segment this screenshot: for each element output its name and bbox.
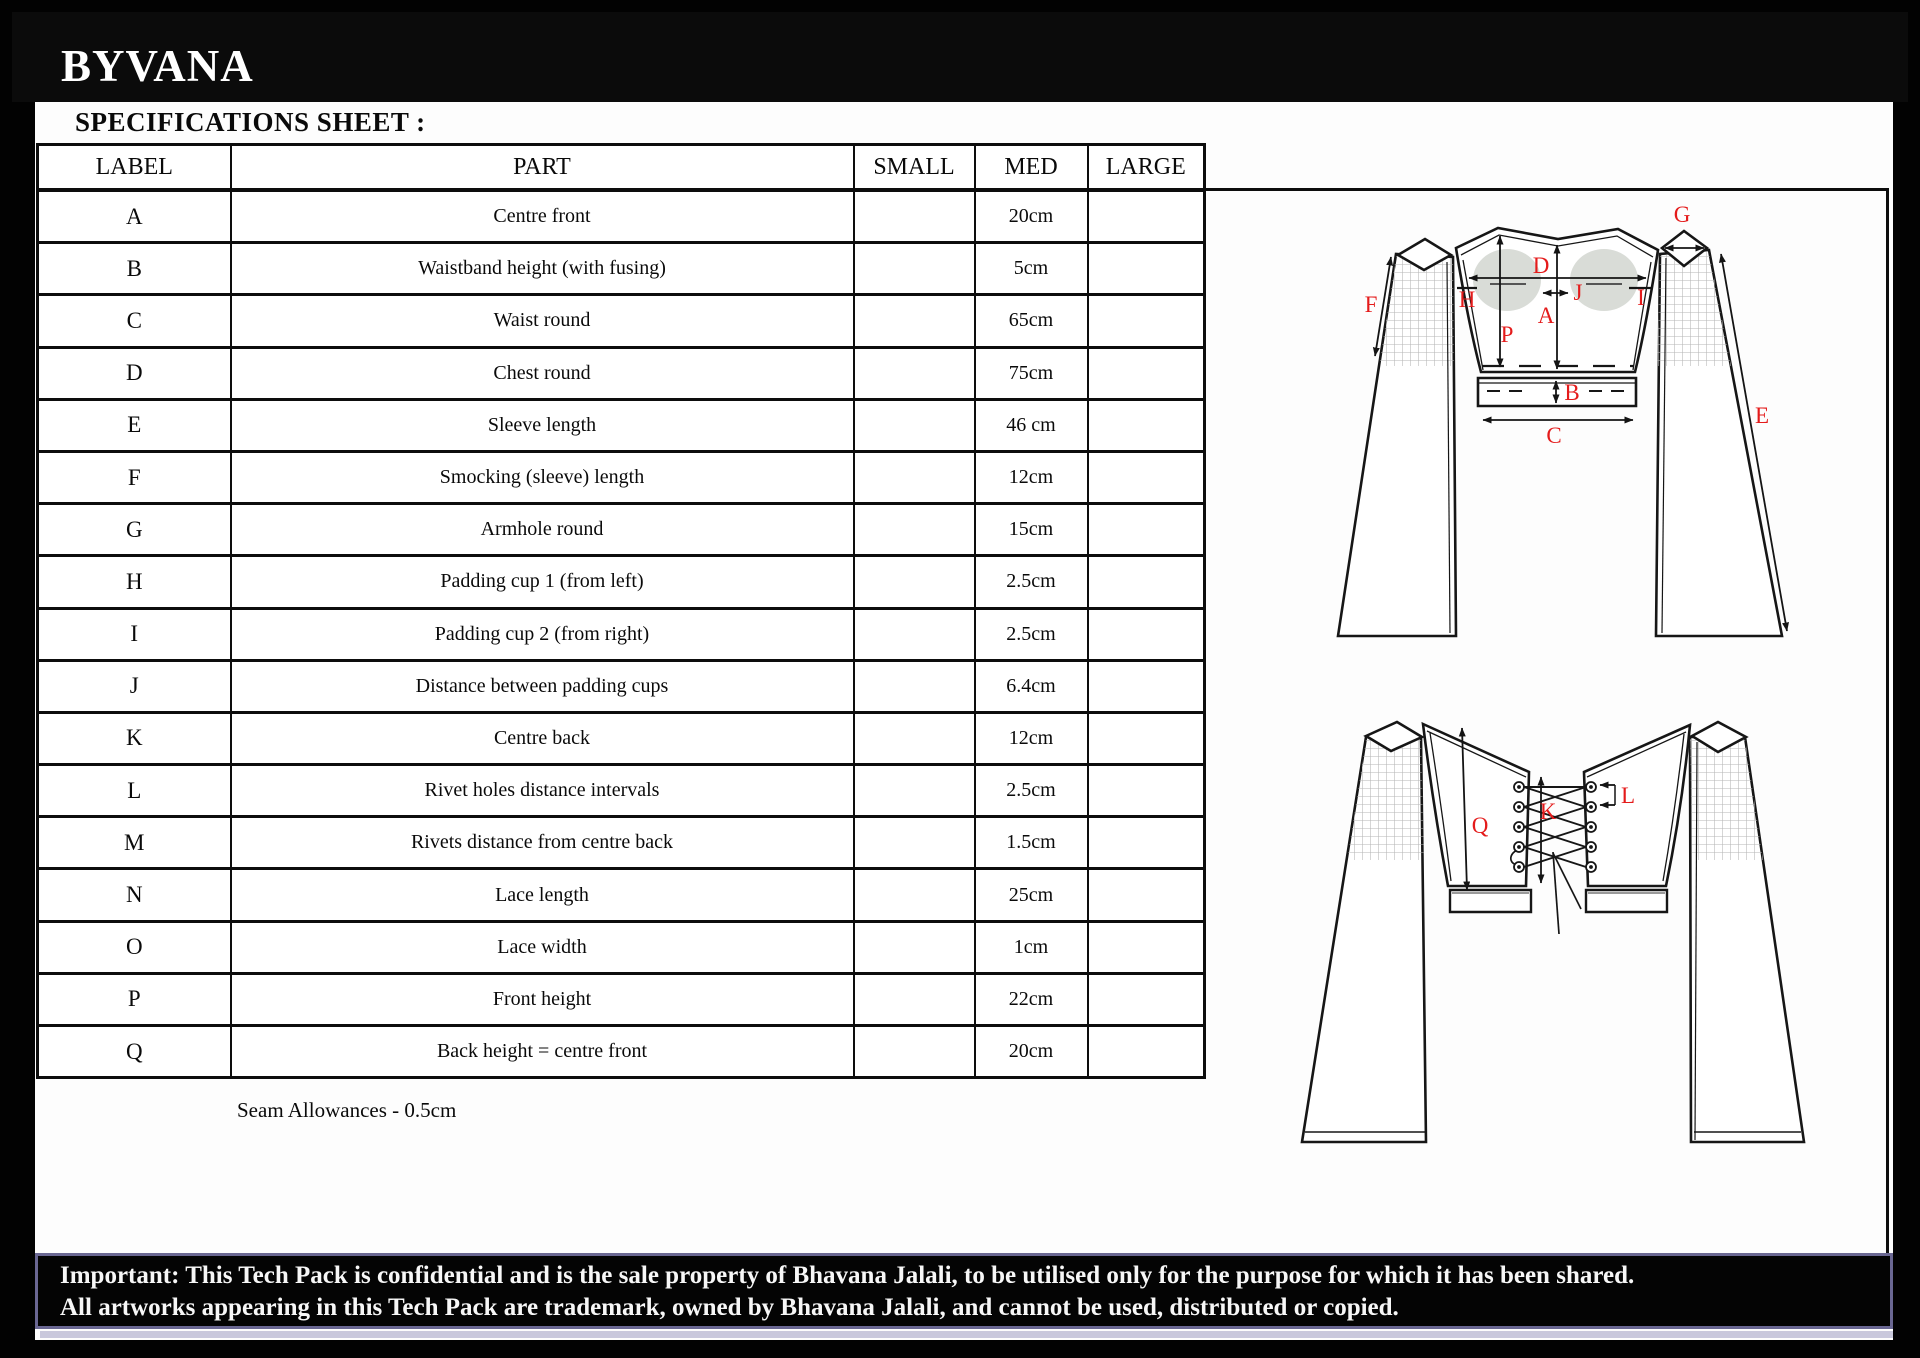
spec-label: K xyxy=(38,712,231,764)
spec-part: Centre front xyxy=(231,190,854,243)
spec-med: 5cm xyxy=(975,243,1088,295)
spec-small xyxy=(854,399,975,451)
table-row xyxy=(38,243,1205,295)
spec-small xyxy=(854,765,975,817)
spec-large xyxy=(1088,765,1205,817)
table-row xyxy=(38,190,1205,243)
spec-small xyxy=(854,556,975,608)
back-garment xyxy=(1302,722,1804,1142)
spec-part: Front height xyxy=(231,973,854,1025)
dim-label-Q: Q xyxy=(1471,813,1489,838)
spec-label: C xyxy=(38,295,231,347)
spec-label: G xyxy=(38,504,231,556)
dim-label-C: C xyxy=(1546,423,1562,448)
spec-small xyxy=(854,1026,975,1078)
spec-large xyxy=(1088,347,1205,399)
spec-large xyxy=(1088,973,1205,1025)
back-left-smocking xyxy=(1347,739,1424,860)
spec-part: Rivets distance from centre back xyxy=(231,817,854,869)
col-header-small: SMALL xyxy=(854,145,975,191)
spec-label: D xyxy=(38,347,231,399)
spec-part: Chest round xyxy=(231,347,854,399)
table-row xyxy=(38,451,1205,503)
spec-part: Padding cup 2 (from right) xyxy=(231,608,854,660)
dim-label-D: D xyxy=(1532,253,1550,278)
front-left-smocking xyxy=(1379,256,1454,366)
spec-med: 6.4cm xyxy=(975,660,1088,712)
spec-med: 12cm xyxy=(975,712,1088,764)
spec-label: J xyxy=(38,660,231,712)
spec-large xyxy=(1088,190,1205,243)
spec-large xyxy=(1088,399,1205,451)
table-row xyxy=(38,295,1205,347)
spec-large xyxy=(1088,817,1205,869)
spec-small xyxy=(854,347,975,399)
spec-part: Waist round xyxy=(231,295,854,347)
dim-label-E: E xyxy=(1754,403,1770,428)
seam-allowance-note: Seam Allowances - 0.5cm xyxy=(237,1098,457,1122)
front-view-drawing xyxy=(1290,200,1850,680)
table-row xyxy=(38,765,1205,817)
table-row xyxy=(38,1026,1205,1078)
spec-part: Waistband height (with fusing) xyxy=(231,243,854,295)
right-edge-rule xyxy=(1886,188,1889,1253)
spec-small xyxy=(854,869,975,921)
dim-label-H: H xyxy=(1458,287,1476,312)
spec-large xyxy=(1088,660,1205,712)
dim-label-K: K xyxy=(1539,799,1557,824)
spec-part: Back height = centre front xyxy=(231,1026,854,1078)
dim-label-G: G xyxy=(1673,202,1691,227)
spec-med: 46 cm xyxy=(975,399,1088,451)
sheet-title: SPECIFICATIONS SHEET : xyxy=(75,107,426,137)
spec-small xyxy=(854,712,975,764)
col-header-med: MED xyxy=(975,145,1088,191)
spec-small xyxy=(854,817,975,869)
measurements-table xyxy=(36,143,1206,1079)
spec-label: E xyxy=(38,399,231,451)
padding-cup-left xyxy=(1473,249,1541,311)
spec-med: 2.5cm xyxy=(975,765,1088,817)
spec-large xyxy=(1088,1026,1205,1078)
table-row xyxy=(38,399,1205,451)
spec-small xyxy=(854,973,975,1025)
spec-small xyxy=(854,190,975,243)
front-right-smocking xyxy=(1657,252,1731,366)
table-row xyxy=(38,556,1205,608)
back-left-panel xyxy=(1423,724,1529,886)
spec-small xyxy=(854,243,975,295)
spec-label: I xyxy=(38,608,231,660)
spec-small xyxy=(854,451,975,503)
table-row xyxy=(38,817,1205,869)
spec-small xyxy=(854,295,975,347)
spec-med: 2.5cm xyxy=(975,608,1088,660)
spec-label: N xyxy=(38,869,231,921)
table-row xyxy=(38,921,1205,973)
back-right-smocking xyxy=(1690,739,1763,860)
spec-small xyxy=(854,921,975,973)
dim-label-J: J xyxy=(1573,280,1583,305)
table-row xyxy=(38,347,1205,399)
spec-label: H xyxy=(38,556,231,608)
spec-med: 65cm xyxy=(975,295,1088,347)
dim-label-P: P xyxy=(1500,322,1514,347)
spec-part: Armhole round xyxy=(231,504,854,556)
spec-part: Padding cup 1 (from left) xyxy=(231,556,854,608)
back-view-drawing xyxy=(1290,700,1850,1180)
spec-large xyxy=(1088,869,1205,921)
spec-small xyxy=(854,660,975,712)
table-row xyxy=(38,869,1205,921)
spec-med: 25cm xyxy=(975,869,1088,921)
table-header-row xyxy=(38,145,1205,191)
col-header-label: LABEL xyxy=(38,145,231,191)
spec-part: Centre back xyxy=(231,712,854,764)
table-row xyxy=(38,712,1205,764)
spec-large xyxy=(1088,243,1205,295)
spec-large xyxy=(1088,295,1205,347)
spec-label: A xyxy=(38,190,231,243)
spec-large xyxy=(1088,712,1205,764)
dim-label-L: L xyxy=(1620,783,1636,808)
spec-large xyxy=(1088,556,1205,608)
back-right-panel xyxy=(1584,725,1690,886)
spec-part: Smocking (sleeve) length xyxy=(231,451,854,503)
dim-label-I: I xyxy=(1637,285,1645,310)
table-row xyxy=(38,504,1205,556)
table-row xyxy=(38,660,1205,712)
spec-med: 20cm xyxy=(975,190,1088,243)
spec-large xyxy=(1088,608,1205,660)
brand-bar xyxy=(12,12,1908,102)
spec-label: L xyxy=(38,765,231,817)
spec-part: Lace width xyxy=(231,921,854,973)
brand-logo: BYVANA xyxy=(61,41,254,91)
notice-shadow xyxy=(40,1331,1893,1338)
spec-label: M xyxy=(38,817,231,869)
spec-med: 1cm xyxy=(975,921,1088,973)
spec-small xyxy=(854,608,975,660)
spec-part: Rivet holes distance intervals xyxy=(231,765,854,817)
spec-label: O xyxy=(38,921,231,973)
table-row xyxy=(38,608,1205,660)
spec-label: P xyxy=(38,973,231,1025)
spec-med: 2.5cm xyxy=(975,556,1088,608)
spec-large xyxy=(1088,451,1205,503)
dim-label-A: A xyxy=(1537,303,1555,328)
notice-line-2: All artworks appearing in this Tech Pack are trademark, owned by Bhavana Jalali, and cannot be used, distributed or copied. xyxy=(60,1294,1399,1321)
spec-med: 12cm xyxy=(975,451,1088,503)
confidentiality-notice xyxy=(35,1253,1893,1329)
dim-label-F: F xyxy=(1364,292,1378,317)
spec-med: 75cm xyxy=(975,347,1088,399)
spec-label: F xyxy=(38,451,231,503)
spec-med: 22cm xyxy=(975,973,1088,1025)
spec-part: Distance between padding cups xyxy=(231,660,854,712)
spec-part: Sleeve length xyxy=(231,399,854,451)
spec-label: Q xyxy=(38,1026,231,1078)
spec-med: 15cm xyxy=(975,504,1088,556)
spec-med: 20cm xyxy=(975,1026,1088,1078)
spec-med: 1.5cm xyxy=(975,817,1088,869)
notice-line-1: Important: This Tech Pack is confidential and is the sale property of Bhavana Jalali, to be utilised only for the purpose for which it has been shared. xyxy=(60,1262,1635,1289)
table-row xyxy=(38,973,1205,1025)
spec-small xyxy=(854,504,975,556)
spec-large xyxy=(1088,921,1205,973)
spec-label: B xyxy=(38,243,231,295)
spec-large xyxy=(1088,504,1205,556)
spec-part: Lace length xyxy=(231,869,854,921)
col-header-part: PART xyxy=(231,145,854,191)
col-header-large: LARGE xyxy=(1088,145,1205,191)
dim-label-B: B xyxy=(1564,380,1580,405)
